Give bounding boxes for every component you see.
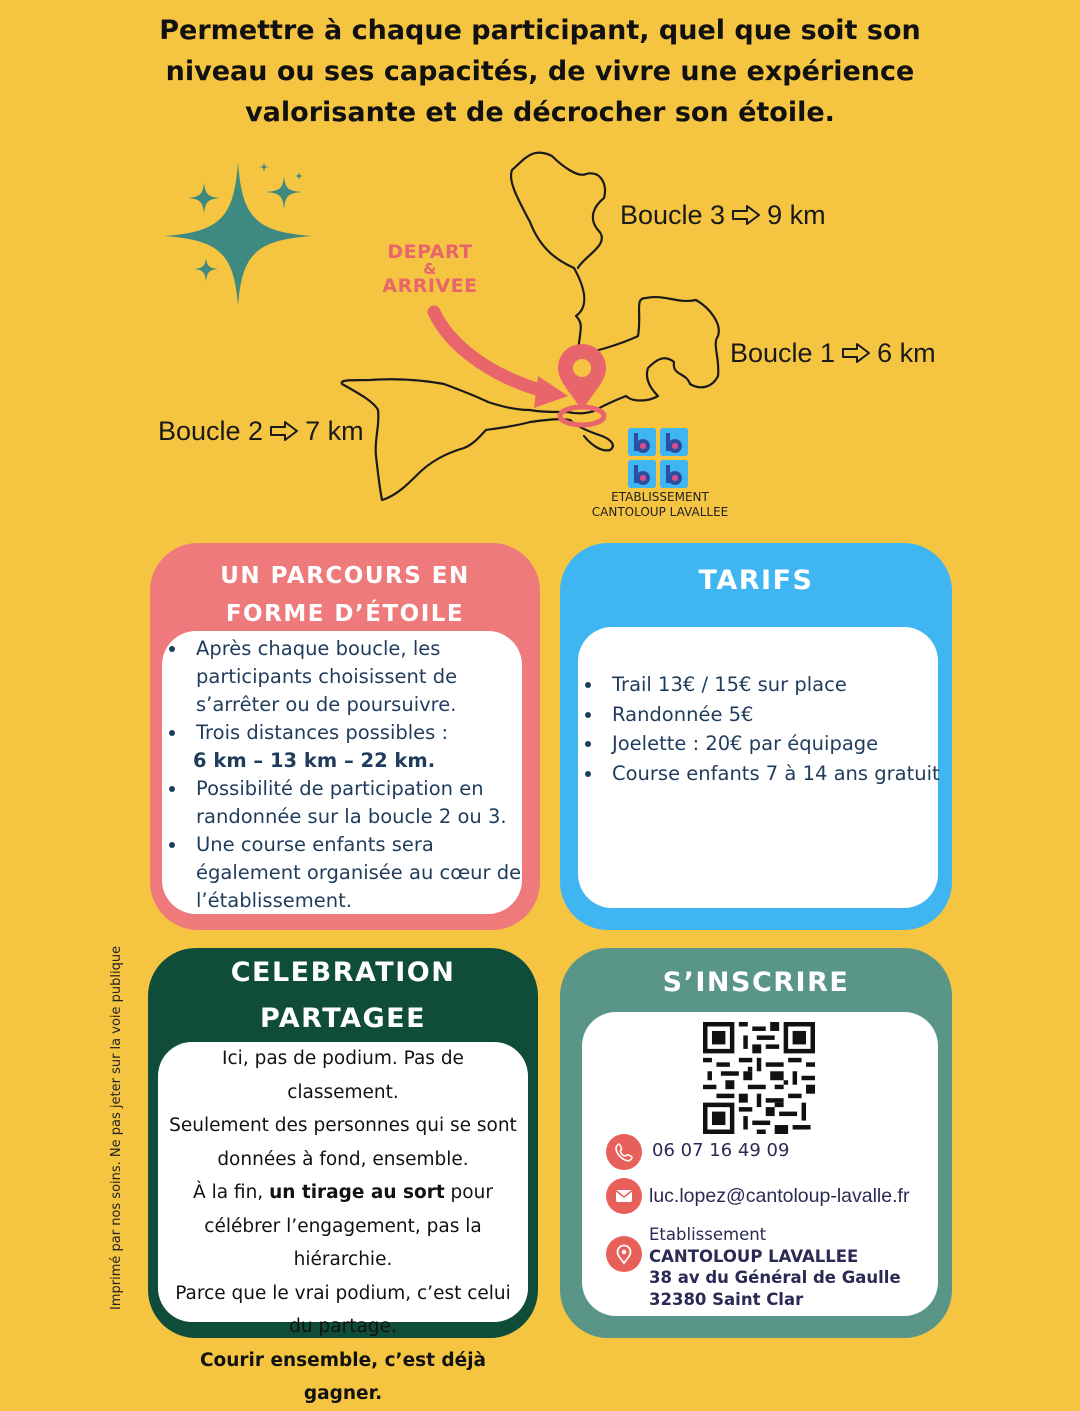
- phone-number[interactable]: 06 07 16 49 09: [652, 1140, 790, 1161]
- parcours-card: [150, 543, 540, 930]
- tarifs-title: TARIFS: [698, 565, 814, 596]
- boucle-3-label: Boucle 3 9 km: [620, 200, 826, 230]
- celebration-text: Ici, pas de podium. Pas de classement. Seulement des personnes qui se sont données à fond, ensemble. À la fin, un tirage au sort pour célébrer l’engagement, pas la hiérarchie. Parce que le vrai podium, c’est celui du partage. Courir ensemble, c’est déjà gagner.: [169, 1048, 517, 1404]
- depart-arrow-icon: [434, 312, 546, 392]
- email-link[interactable]: luc.lopez@cantoloup-lavalle.fr: [649, 1185, 910, 1207]
- sparkle-stars-icon: [160, 158, 320, 308]
- right-arrow-icon: [841, 342, 871, 364]
- boucle-1-label: Boucle 1 6 km: [730, 338, 936, 368]
- tarifs-list: [578, 670, 949, 788]
- celebration-card: [148, 948, 538, 1404]
- tarifs-card: [560, 543, 952, 930]
- route-boucle-1: [582, 297, 719, 410]
- headline-line-3: valorisante et de décrocher son étoile.: [245, 97, 835, 128]
- list-item: • Randonnée 5€: [604, 700, 949, 730]
- list-item: • Joelette : 20€ par équipage: [604, 729, 949, 759]
- list-item: • Une course enfants sera également organisée au cœur de l’établissement.: [188, 831, 533, 915]
- depart-arrivee-label: DEPART & ARRIVEE: [382, 241, 478, 297]
- phone-icon: [606, 1134, 642, 1170]
- side-note: Imprimé par nos soins. Ne pas jeter sur la voie publique: [109, 945, 124, 1310]
- tarifs-content: [578, 627, 938, 908]
- list-item: • Trois distances possibles : 6 km – 13 km – 22 km.: [188, 719, 533, 775]
- headline-line-2: niveau ou ses capacités, de vivre une expérience: [165, 56, 915, 87]
- inscrire-title: S’INSCRIRE: [662, 967, 850, 998]
- celebration-content: [158, 1042, 528, 1404]
- inscrire-content: [582, 1012, 938, 1316]
- route-boucle-3: [511, 153, 605, 352]
- headline-line-1: Permettre à chaque participant, quel que soit son: [159, 15, 921, 46]
- etablissement-caption: ETABLISSEMENT CANTOLOUP LAVALLEE: [591, 490, 729, 519]
- qr-code[interactable]: [703, 1022, 815, 1134]
- location-icon: [606, 1236, 642, 1272]
- list-item: • Après chaque boucle, les participants choisissent de s’arrêter ou de poursuivre.: [188, 635, 533, 719]
- celebration-title: CELEBRATION PARTAGEE: [230, 957, 456, 1034]
- inscrire-card: [560, 948, 952, 1338]
- etablissement-logo: [627, 427, 689, 489]
- list-item: • Course enfants 7 à 14 ans gratuit: [604, 759, 949, 789]
- parcours-list: [162, 635, 533, 915]
- right-arrow-icon: [731, 204, 761, 226]
- mail-icon: [606, 1178, 642, 1214]
- boucle-2-label: Boucle 2 7 km: [158, 416, 364, 446]
- parcours-content: [162, 631, 522, 914]
- list-item: • Possibilité de participation en randonnée sur la boucle 2 ou 3.: [188, 775, 533, 831]
- distances-bold: 6 km – 13 km – 22 km.: [193, 749, 436, 772]
- headline: [150, 10, 930, 133]
- address: Etablissement CANTOLOUP LAVALLEE 38 av du Général de Gaulle 32380 Saint Clar: [649, 1225, 901, 1309]
- parcours-title: UN PARCOURS EN FORME D’ÉTOILE: [220, 563, 470, 627]
- right-arrow-icon: [269, 420, 299, 442]
- list-item: • Trail 13€ / 15€ sur place: [604, 670, 949, 700]
